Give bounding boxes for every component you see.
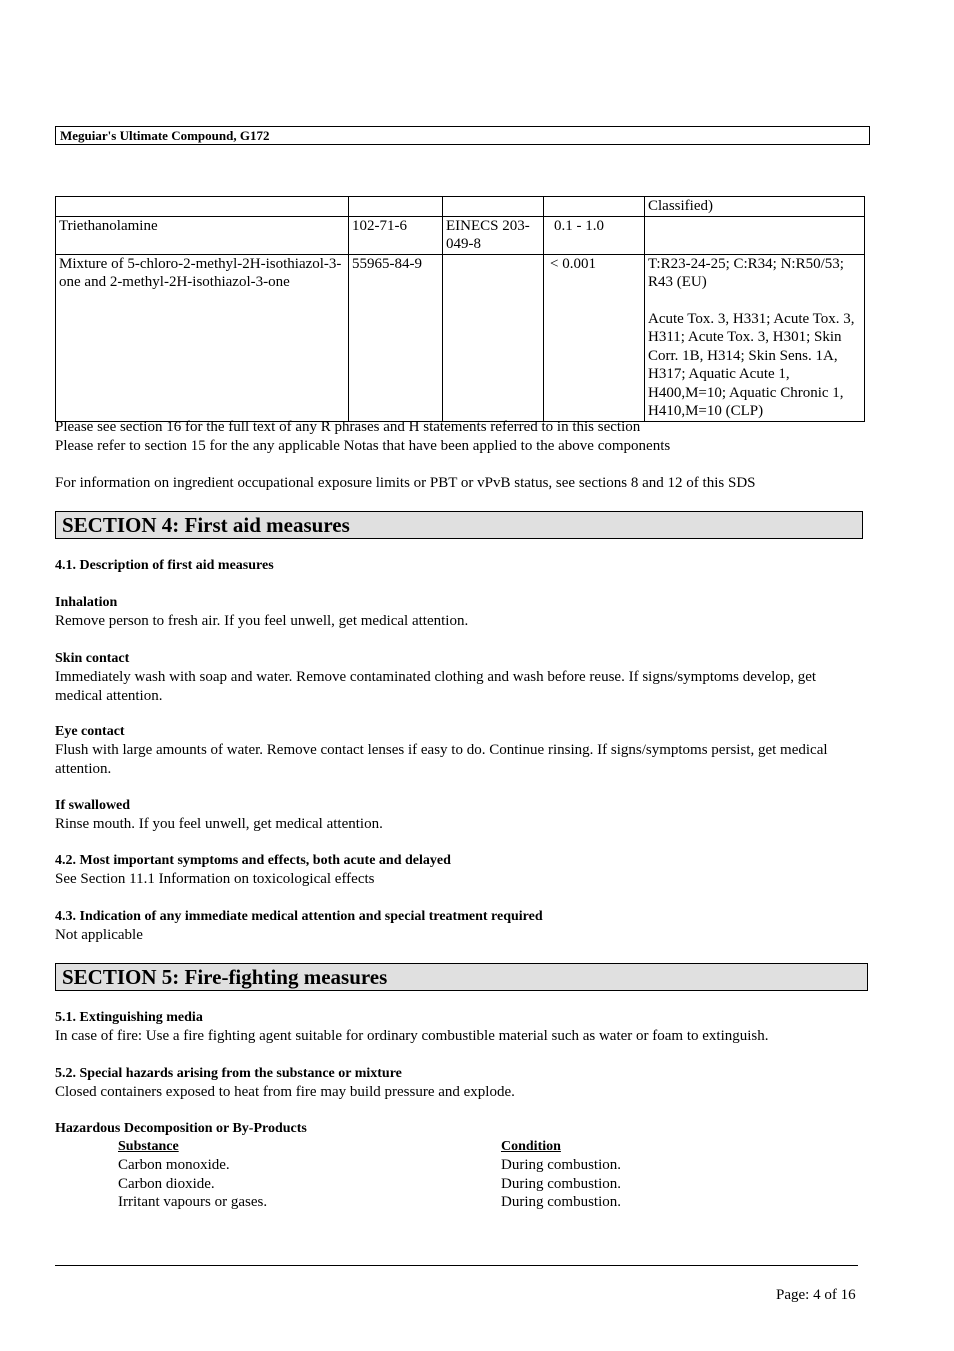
table-cell: < 0.001 bbox=[544, 254, 645, 421]
table-row bbox=[56, 254, 865, 421]
table-cell bbox=[544, 197, 645, 217]
table-cell bbox=[645, 254, 865, 421]
substance-cell: Irritant vapours or gases. bbox=[118, 1194, 268, 1210]
skin-contact-heading: Skin contact bbox=[55, 651, 130, 666]
table-cell bbox=[443, 197, 544, 217]
substance-cell: Carbon monoxide. bbox=[118, 1157, 230, 1173]
section-5-heading: SECTION 5: Fire-fighting measures bbox=[55, 963, 868, 991]
decomposition-heading: Hazardous Decomposition or By-Products bbox=[55, 1121, 307, 1136]
table-cell: Mixture of 5-chloro-2-methyl-2H-isothiazol-3-one and 2-methyl-2H-isothiazol-3-one bbox=[56, 254, 349, 421]
note-notas: Please refer to section 15 for the any applicable Notas that have been applied to the above components bbox=[55, 438, 671, 454]
table-cell: EINECS 203-049-8 bbox=[443, 216, 544, 254]
note-exposure: For information on ingredient occupational exposure limits or PBT or vPvB status, see sections 8 and 12 of this SDS bbox=[55, 475, 756, 491]
composition-table bbox=[55, 196, 865, 422]
section-4-heading: SECTION 4: First aid measures bbox=[55, 511, 863, 539]
subsection-4-3: 4.3. Indication of any immediate medical attention and special treatment required bbox=[55, 909, 543, 924]
inhalation-heading: Inhalation bbox=[55, 595, 118, 610]
condition-cell: During combustion. bbox=[501, 1157, 621, 1173]
table-cell: 102-71-6 bbox=[349, 216, 443, 254]
table-cell bbox=[645, 216, 865, 254]
table-row bbox=[56, 197, 865, 217]
eye-contact-text: Flush with large amounts of water. Remove contact lenses if easy to do. Continue rinsing. If signs/symptoms persist, get medical attention. bbox=[55, 742, 828, 777]
table-cell: 0.1 - 1.0 bbox=[544, 216, 645, 254]
substance-column-header: Substance bbox=[118, 1139, 179, 1154]
classification-eu: T:R23-24-25; C:R34; N:R50/53; R43 (EU) bbox=[648, 255, 844, 290]
table-cell bbox=[349, 197, 443, 217]
swallowed-heading: If swallowed bbox=[55, 798, 131, 813]
condition-column-header: Condition bbox=[501, 1139, 561, 1154]
swallowed-text: Rinse mouth. If you feel unwell, get medical attention. bbox=[55, 816, 383, 832]
subsection-5-1-text: In case of fire: Use a fire fighting agent suitable for ordinary combustible material such as water or foam to extinguish. bbox=[55, 1028, 769, 1044]
subsection-4-1: 4.1. Description of first aid measures bbox=[55, 558, 274, 573]
classification-clp: Acute Tox. 3, H331; Acute Tox. 3, H311; Acute Tox. 3, H301; Skin Corr. 1B, H314; Skin Sens. 1A, H317; Aquatic Acute 1, H400,M=10; Aquatic Chronic 1, H410,M=10 (CLP) bbox=[648, 310, 855, 419]
table-row bbox=[56, 216, 865, 254]
footer-divider bbox=[55, 1265, 858, 1266]
table-cell bbox=[56, 197, 349, 217]
subsection-5-2-text: Closed containers exposed to heat from fire may build pressure and explode. bbox=[55, 1084, 515, 1100]
table-cell bbox=[443, 254, 544, 421]
subsection-5-1: 5.1. Extinguishing media bbox=[55, 1010, 203, 1025]
condition-cell: During combustion. bbox=[501, 1176, 621, 1192]
table-cell: Classified) bbox=[645, 197, 865, 217]
inhalation-text: Remove person to fresh air. If you feel unwell, get medical attention. bbox=[55, 613, 469, 629]
eye-contact-heading: Eye contact bbox=[55, 724, 125, 739]
subsection-5-2: 5.2. Special hazards arising from the substance or mixture bbox=[55, 1066, 402, 1081]
page-number: Page: 4 of 16 bbox=[776, 1287, 856, 1303]
skin-contact-text: Immediately wash with soap and water. Remove contaminated clothing and wash before reuse. If signs/symptoms develop, get medical attention. bbox=[55, 669, 817, 704]
table-cell: 55965-84-9 bbox=[349, 254, 443, 421]
note-r-phrases: Please see section 16 for the full text of any R phrases and H statements referred to in this section bbox=[55, 419, 641, 435]
document-header: Meguiar's Ultimate Compound, G172 bbox=[55, 126, 870, 145]
substance-cell: Carbon dioxide. bbox=[118, 1176, 215, 1192]
condition-cell: During combustion. bbox=[501, 1194, 621, 1210]
subsection-4-3-text: Not applicable bbox=[55, 927, 143, 943]
subsection-4-2: 4.2. Most important symptoms and effects, both acute and delayed bbox=[55, 853, 451, 868]
subsection-4-2-text: See Section 11.1 Information on toxicological effects bbox=[55, 871, 375, 887]
table-cell: Triethanolamine bbox=[56, 216, 349, 254]
